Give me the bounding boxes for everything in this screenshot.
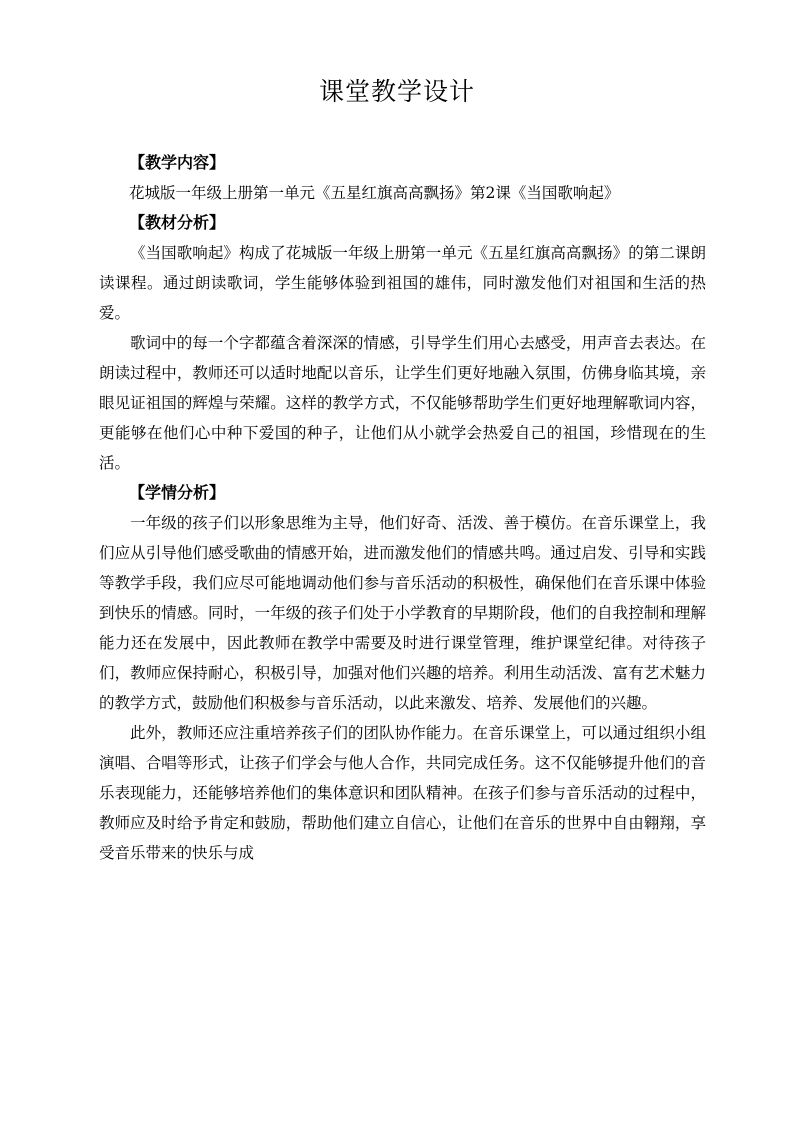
section-textbook-analysis: [99, 208, 706, 478]
paragraph: 一年级的孩子们以形象思维为主导，他们好奇、活泼、善于模仿。在音乐课堂上，我们应从引导他们感受歌曲的情感开始，进而激发他们的情感共鸣。通过启发、引导和实践等教学手段，我们应尽可能地调动他们参与音乐活动的积极性，确保他们在音乐课中体验到快乐的情感。同时，一年级的孩子们处于小学教育的早期阶段，他们的自我控制和理解能力还在发展中，因此教师在教学中需要及时进行课堂管理，维护课堂纪律。对待孩子们，教师应保持耐心，积极引导，加强对他们兴趣的培养。利用生动活泼、富有艺术魅力的教学方式，鼓励他们积极参与音乐活动，以此来激发、培养、发展他们的兴趣。: [99, 514, 706, 712]
section-teaching-content: [99, 148, 706, 208]
document-body: [99, 148, 706, 868]
paragraph: 歌词中的每一个字都蕴含着深深的情感，引导学生们用心去感受，用声音去表达。在朗读过程中，教师还可以适时地配以音乐，让学生们更好地融入氛围，仿佛身临其境，亲眼见证祖国的辉煌与荣耀。这样的教学方式，不仅能够帮助学生们更好地理解歌词内容，更能够在他们心中种下爱国的种子，让他们从小就学会热爱自己的祖国，珍惜现在的生活。: [99, 334, 706, 472]
content-line: 花城版一年级上册第一单元《五星红旗高高飘扬》第2课《当国歌响起》: [129, 184, 620, 202]
section-heading: 【教学内容】: [129, 153, 226, 172]
paragraph: 此外，教师还应注重培养孩子们的团队协作能力。在音乐课堂上，可以通过组织小组演唱、合唱等形式，让孩子们学会与他人合作，共同完成任务。这不仅能够提升他们的音乐表现能力，还能够培养他们的集体意识和团队精神。在孩子们参与音乐活动的过程中，教师应及时给予肯定和鼓励，帮助他们建立自信心，让他们在音乐的世界中自由翱翔，享受音乐带来的快乐与成: [99, 724, 706, 862]
section-heading: 【教材分析】: [129, 213, 226, 232]
section-heading: 【学情分析】: [129, 483, 226, 502]
section-student-analysis: [99, 478, 706, 868]
paragraph: 《当国歌响起》构成了花城版一年级上册第一单元《五星红旗高高飘扬》的第二课朗读课程。通过朗读歌词，学生能够体验到祖国的雄伟，同时激发他们对祖国和生活的热爱。: [99, 244, 706, 322]
page-title: 课堂教学设计: [318, 77, 475, 106]
